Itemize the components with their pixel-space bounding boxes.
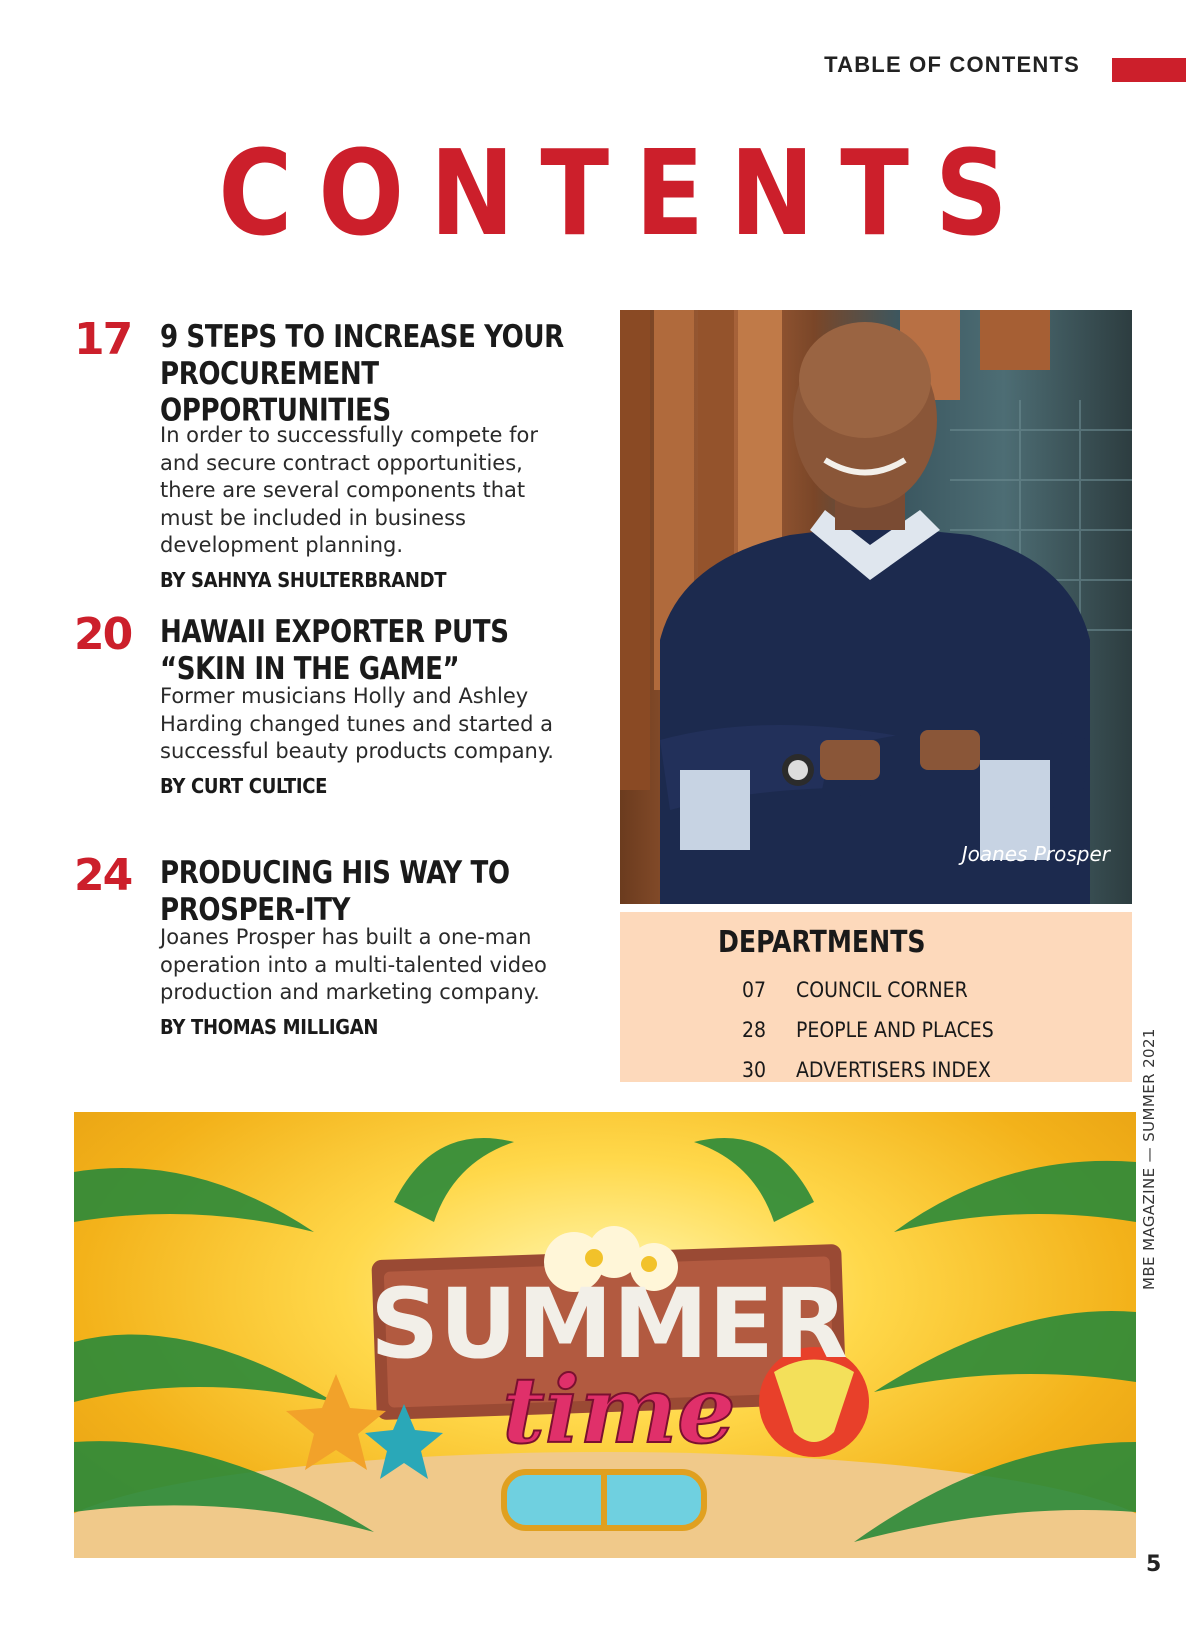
- summer-time-banner: [74, 1112, 1136, 1558]
- article-headline[interactable]: HAWAII EXPORTER PUTS “SKIN IN THE GAME”: [160, 613, 509, 687]
- article-byline: BY THOMAS MILLIGAN: [160, 1014, 379, 1039]
- photo-caption: Joanes Prosper: [961, 842, 1110, 866]
- article-summary: Former musicians Holly and Ashley Harding changed tunes and started a successful beauty products company.: [160, 684, 554, 763]
- cover-portrait-photo: [620, 310, 1132, 904]
- department-page-number: 30: [742, 1058, 767, 1082]
- article-summary: In order to successfully compete for and secure contract opportunities, there are several components that must be included in business development planning.: [160, 423, 539, 557]
- banner-word-summer: SUMMER: [370, 1268, 848, 1380]
- article-headline[interactable]: PRODUCING HIS WAY TO PROSPER-ITY: [160, 854, 510, 928]
- article-page-number: 20: [74, 609, 132, 660]
- department-page-number: 28: [742, 1018, 767, 1042]
- magazine-spine-text: MBE MAGAZINE — SUMMER 2021: [1140, 1028, 1158, 1290]
- article-byline: BY CURT CULTICE: [160, 773, 328, 798]
- page-title: CONTENTS: [218, 125, 1034, 263]
- article-page-number: 17: [74, 314, 132, 365]
- departments-heading: DEPARTMENTS: [718, 924, 926, 960]
- portrait-illustration: [620, 310, 1132, 904]
- toc-article[interactable]: [74, 314, 574, 592]
- banner-word-time: time: [502, 1356, 736, 1464]
- department-title: PEOPLE AND PLACES: [796, 1018, 994, 1042]
- article-page-number: 24: [74, 850, 132, 901]
- summer-banner-illustration: [74, 1112, 1136, 1558]
- departments-box: [620, 912, 1132, 1082]
- section-accent-bar: [1112, 58, 1186, 82]
- section-label: TABLE OF CONTENTS: [824, 52, 1080, 77]
- department-title: COUNCIL CORNER: [796, 978, 968, 1002]
- department-page-number: 07: [742, 978, 767, 1002]
- article-summary: Joanes Prosper has built a one-man operation into a multi-talented video production and marketing company.: [160, 925, 547, 1004]
- page-number: 5: [1146, 1552, 1162, 1577]
- toc-article[interactable]: [74, 850, 574, 1054]
- article-byline: BY SAHNYA SHULTERBRANDT: [160, 567, 447, 592]
- department-title: ADVERTISERS INDEX: [796, 1058, 991, 1082]
- article-headline[interactable]: 9 STEPS TO INCREASE YOUR PROCUREMENT OPPORTUNITIES: [160, 318, 564, 429]
- toc-article[interactable]: [74, 609, 574, 813]
